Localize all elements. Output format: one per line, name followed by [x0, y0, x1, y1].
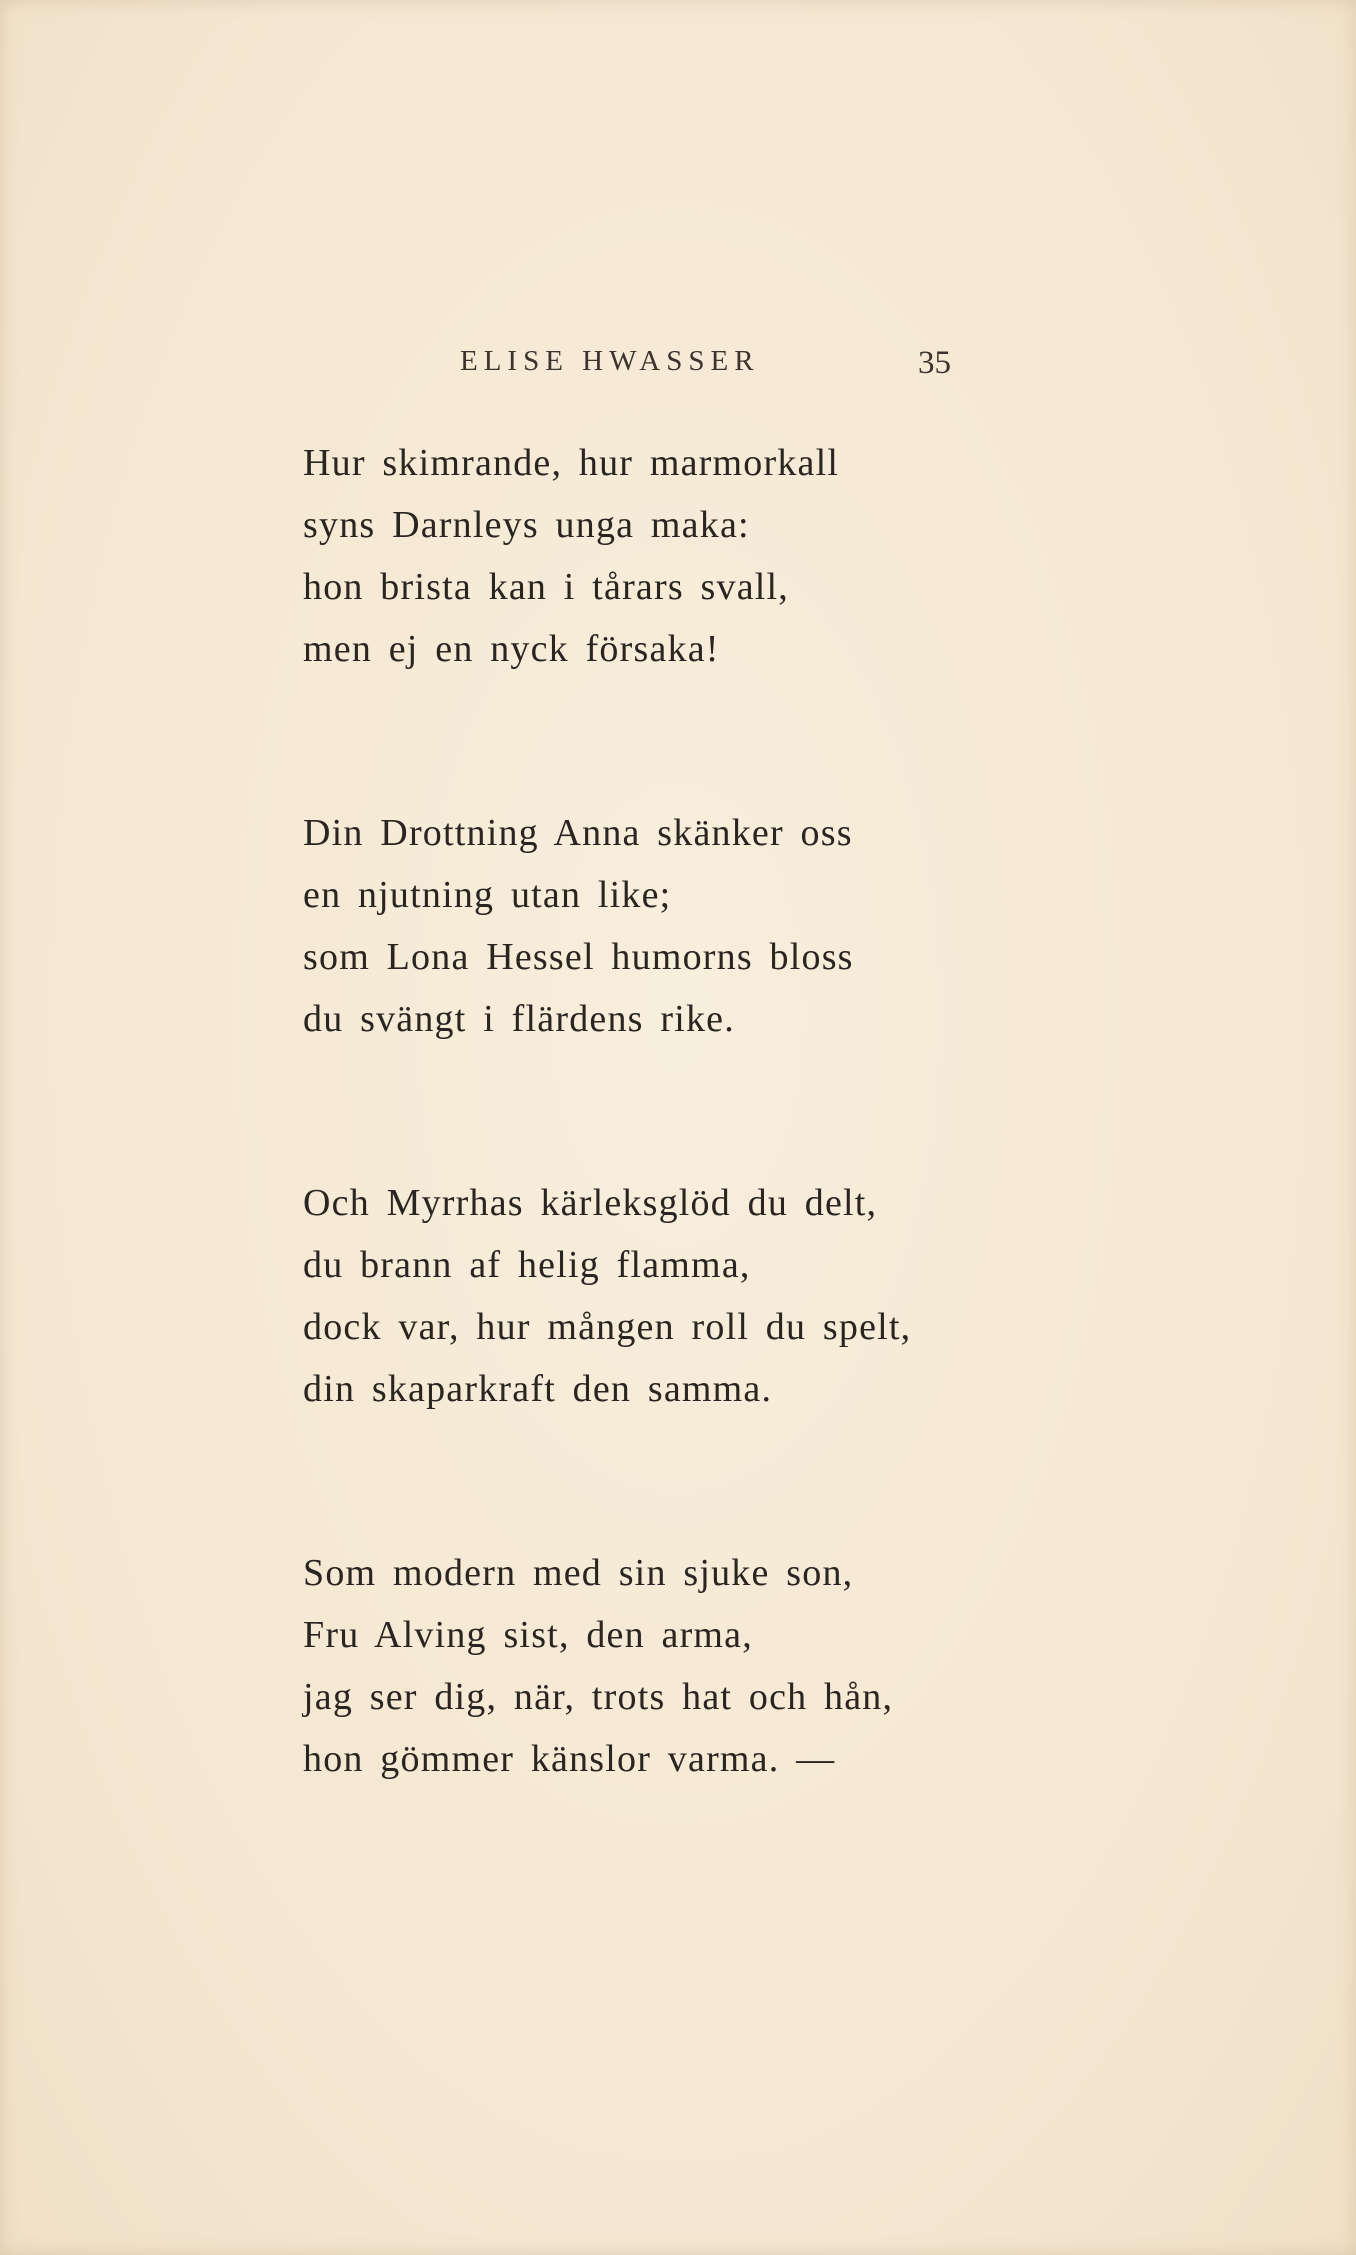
poem-line: du brann af helig flamma,	[303, 1244, 751, 1286]
poem-line: som Lona Hessel humorns bloss	[303, 936, 854, 978]
poem-line: du svängt i flärdens rike.	[303, 998, 735, 1040]
running-title: ELISE HWASSER	[460, 345, 760, 377]
poem-line: syns Darnleys unga maka:	[303, 504, 750, 546]
poem-line: hon gömmer känslor varma. —	[303, 1738, 836, 1780]
page-number: 35	[918, 345, 951, 381]
stanza-4	[303, 1542, 1203, 1790]
poem-line: Hur skimrande, hur marmorkall	[303, 442, 840, 484]
poem-line: men ej en nyck försaka!	[303, 628, 720, 670]
stanza-1	[303, 432, 1203, 680]
poem-line: din skaparkraft den samma.	[303, 1368, 773, 1410]
poem-line: Din Drottning Anna skänker oss	[303, 812, 853, 854]
poem-line: en njutning utan like;	[303, 874, 672, 916]
poem-line: hon brista kan i tårars svall,	[303, 566, 790, 608]
poem	[303, 432, 1203, 1912]
stanza-2	[303, 802, 1203, 1050]
poem-line: Som modern med sin sjuke son,	[303, 1552, 854, 1594]
poem-line: dock var, hur mången roll du spelt,	[303, 1306, 912, 1348]
stanza-3	[303, 1172, 1203, 1420]
poem-line: jag ser dig, när, trots hat och hån,	[303, 1676, 894, 1718]
poem-line: Och Myrrhas kärleksglöd du delt,	[303, 1182, 878, 1224]
poem-line: Fru Alving sist, den arma,	[303, 1614, 753, 1656]
